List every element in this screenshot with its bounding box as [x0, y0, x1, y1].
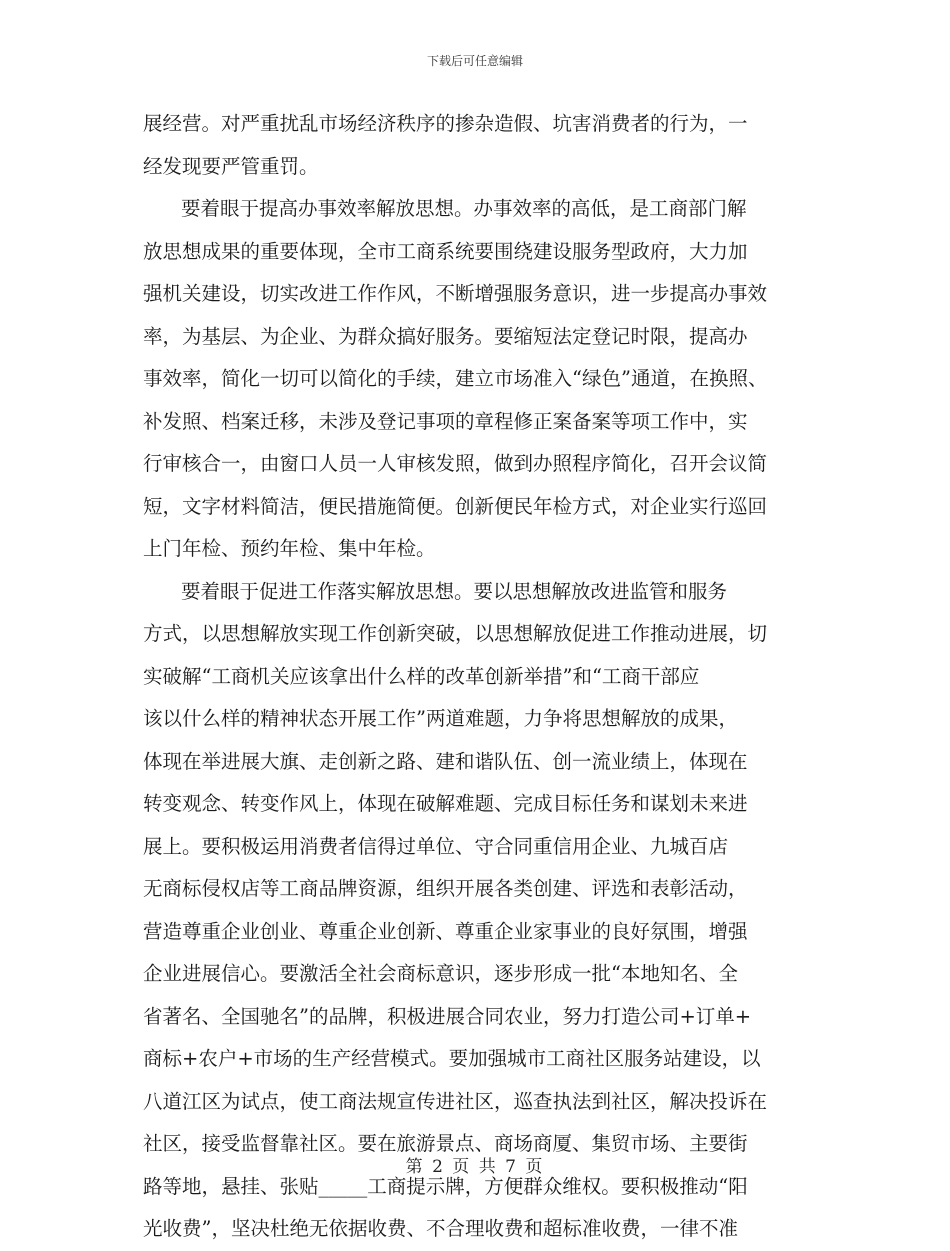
page-header: 下载后可任意编辑 — [426, 54, 523, 68]
text-line: 放思想成果的重要体现，全市工商系统要围绕建设服务型政府，大力加 — [143, 239, 748, 263]
text-line: 该以什么样的精神状态开展工作”两道难题，力争将思想解放的成果， — [143, 707, 738, 730]
page-footer: 第 2 页 共 7 页 — [405, 1157, 545, 1177]
text-line: 商标+农户+市场的生产经营模式。要加强城市工商社区服务站建设，以 — [143, 1047, 761, 1070]
text-line: 要着眼于提高办事效率解放思想。办事效率的高低，是工商部门解 — [181, 197, 747, 220]
text-line: 企业进展信心。要激活全社会商标意识，逐步形成一批“本地知名、全 — [143, 962, 738, 985]
text-line: 短，文字材料简洁，便民措施简便。创新便民年检方式，对企业实行巡回 — [143, 494, 768, 518]
text-line: 方式，以思想解放实现工作创新突破，以思想解放促进工作推动进展，切 — [143, 622, 768, 645]
text-line: 社区，接受监督靠社区。要在旅游景点、商场商厦、集贸市场、主要街 — [143, 1132, 748, 1155]
text-line: 要着眼于促进工作落实解放思想。要以思想解放改进监管和服务 — [181, 579, 728, 603]
text-line: 营造尊重企业创业、尊重企业创新、尊重企业家事业的良好氛围，增强 — [143, 919, 748, 943]
text-line: 补发照、档案迁移，未涉及登记事项的章程修正案备案等项工作中，实 — [143, 409, 748, 433]
text-line: 八道江区为试点，使工商法规宣传进社区，巡查执法到社区，解决投诉在 — [143, 1089, 768, 1113]
text-line: 转变观念、转变作风上，体现在破解难题、完成目标任务和谋划未来进 — [143, 792, 748, 815]
text-line: 路等地，悬挂、张贴_____工商提示牌，方便群众维权。要积极推动“阳 — [143, 1174, 748, 1198]
text-line: 强机关建设，切实改进工作作风，不断增强服务意识，进一步提高办事效 — [143, 282, 768, 305]
text-line: 无商标侵权店等工商品牌资源，组织开展各类创建、评选和表彰活动， — [143, 877, 748, 900]
text-line: 上门年检、预约年检、集中年检。 — [143, 537, 436, 560]
text-line: 光收费”，坚决杜绝无依据收费、不合理收费和超标准收费，一律不准 — [143, 1217, 738, 1240]
text-line: 行审核合一，由窗口人员一人审核发照，做到办照程序简化，召开会议简 — [143, 452, 768, 475]
text-line: 展经营。对严重扰乱市场经济秩序的掺杂造假、坑害消费者的行为，一 — [143, 112, 748, 135]
text-line: 经发现要严管重罚。 — [143, 154, 319, 178]
text-line: 事效率，简化一切可以简化的手续，建立市场准入“绿色”通道，在换照、 — [143, 367, 768, 390]
document-body — [143, 103, 823, 1251]
text-line: 体现在举进展大旗、走创新之路、建和谐队伍、创一流业绩上，体现在 — [143, 749, 748, 773]
text-line: 省著名、全国驰名”的品牌，积极进展合同农业，努力打造公司+订单+ — [143, 1004, 752, 1028]
text-line: 展上。要积极运用消费者信得过单位、守合同重信用企业、九城百店 — [143, 834, 729, 858]
text-line: 率，为基层、为企业、为群众搞好服务。要缩短法定登记时限，提高办 — [143, 324, 748, 348]
text-line: 实破解“工商机关应该拿出什么样的改革创新举措”和“工商干部应 — [143, 664, 700, 688]
